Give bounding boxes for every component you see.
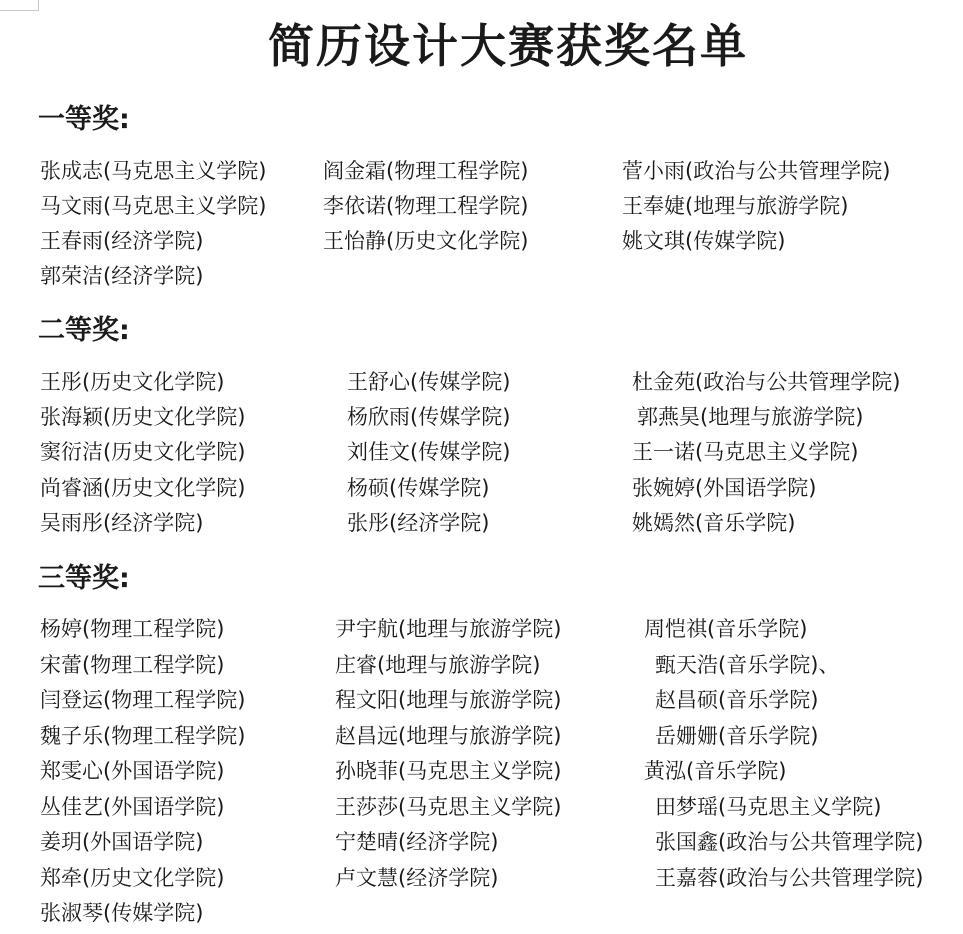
winner-entry: 王舒心(传媒学院) [347,370,511,394]
winner-entry: 杨婷(物理工程学院) [40,617,225,641]
winner-entry: 张国鑫(政治与公共管理学院) [655,830,924,854]
winner-entry: 阎金霜(物理工程学院) [323,159,529,183]
winner-entry: 卢文慧(经济学院) [335,866,499,890]
winner-entry: 菅小雨(政治与公共管理学院) [622,159,891,183]
winner-entry: 岳姗姗(音乐学院) [655,724,819,748]
winner-entry: 马文雨(马克思主义学院) [40,194,267,218]
winner-entry: 杨硕(传媒学院) [347,476,490,500]
winner-entry: 王怡静(历史文化学院) [323,229,529,253]
winner-entry: 甄天浩(音乐学院)、 [655,653,840,677]
winner-entry: 杜金苑(政治与公共管理学院) [632,370,901,394]
winner-entry: 杨欣雨(传媒学院) [347,405,511,429]
winner-entry: 王莎莎(马克思主义学院) [335,795,562,819]
winner-entry: 张海颖(历史文化学院) [40,405,246,429]
winner-entry: 王一诺(马克思主义学院) [632,440,859,464]
first-prize-heading: 一等奖: [38,104,130,135]
winner-entry: 闫登运(物理工程学院) [40,688,246,712]
winner-entry: 姜玥(外国语学院) [40,830,204,854]
winner-entry: 黄泓(音乐学院) [644,759,787,783]
winner-entry: 姚嫣然(音乐学院) [632,511,796,535]
page-corner-mark [0,0,39,11]
winner-entry: 吴雨彤(经济学院) [40,511,204,535]
winner-entry: 张婉婷(外国语学院) [632,476,817,500]
winner-entry: 宋蕾(物理工程学院) [40,653,225,677]
winner-entry: 李依诺(物理工程学院) [323,194,529,218]
winner-entry: 尚睿涵(历史文化学院) [40,476,246,500]
second-prize-heading: 二等奖: [38,315,130,346]
winner-entry: 赵昌硕(音乐学院) [655,688,819,712]
winner-entry: 郭燕昊(地理与旅游学院) [637,405,864,429]
winner-entry: 郭荣洁(经济学院) [40,264,204,288]
winner-entry: 庄睿(地理与旅游学院) [335,653,541,677]
winner-entry: 宁楚晴(经济学院) [335,830,499,854]
winner-entry: 张淑琴(传媒学院) [40,901,204,925]
winner-entry: 王嘉蓉(政治与公共管理学院) [655,866,924,890]
third-prize-heading: 三等奖: [38,563,130,594]
winner-entry: 魏子乐(物理工程学院) [40,724,246,748]
winner-entry: 丛佳艺(外国语学院) [40,795,225,819]
winner-entry: 田梦瑶(马克思主义学院) [655,795,882,819]
winner-entry: 郑牵(历史文化学院) [40,866,225,890]
winner-entry: 周恺祺(音乐学院) [644,617,808,641]
winner-entry: 孙晓菲(马克思主义学院) [335,759,562,783]
winner-entry: 张彤(经济学院) [347,511,490,535]
winner-entry: 郑雯心(外国语学院) [40,759,225,783]
winner-entry: 程文阳(地理与旅游学院) [335,688,562,712]
winner-entry: 尹宇航(地理与旅游学院) [335,617,562,641]
winner-entry: 王彤(历史文化学院) [40,370,225,394]
winner-entry: 王奉婕(地理与旅游学院) [622,194,849,218]
winner-entry: 张成志(马克思主义学院) [40,159,267,183]
winner-entry: 刘佳文(传媒学院) [347,440,511,464]
winner-entry: 窦衍洁(历史文化学院) [40,440,246,464]
winner-entry: 赵昌远(地理与旅游学院) [335,724,562,748]
winner-entry: 姚文琪(传媒学院) [622,229,786,253]
page-title: 简历设计大赛获奖名单 [268,19,748,73]
winner-entry: 王春雨(经济学院) [40,229,204,253]
